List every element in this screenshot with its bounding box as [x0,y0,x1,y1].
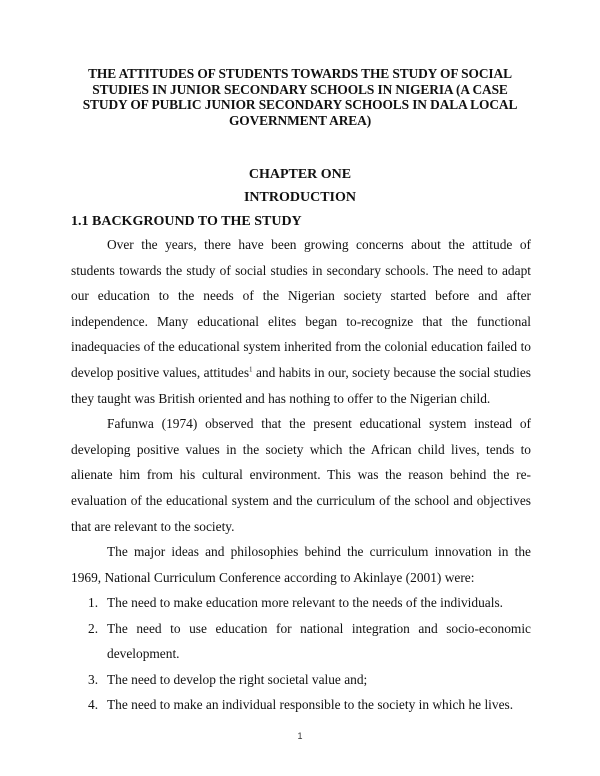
numbered-list [71,590,531,718]
list-item-text: The need to make education more relevant to the needs of the individuals. [107,595,504,610]
page-number: 1 [297,731,303,741]
paragraph-text: Over the years, there have been growing concerns about the attitude of students towards the study of social studies in secondary schools. The need to adapt our education to the needs of the Nigerian society started before and after independence. Many educational elites began to-recognize that the functional inadequacies of the educational system inherited from the colonial education failed to develop positive values, attitudes [71,237,531,380]
section-heading: 1.1 BACKGROUND TO THE STUDY [71,214,302,229]
list-number: 4. [88,697,99,713]
list-item [71,692,531,718]
chapter-title: INTRODUCTION [243,190,356,205]
paragraph: The major ideas and philosophies behind the curriculum innovation in the 1969, National Curriculum Conference according to Akinlaye (2001) were: [71,544,531,585]
list-item-text: The need to make an individual responsible to the society in which he lives. [107,697,514,713]
list-item-text: The need to use education for national integration and socio-economic development. [107,620,531,662]
title-line: THE ATTITUDES OF STUDENTS TOWARDS THE STUDY OF SOCIAL [88,66,512,81]
list-number: 1. [88,595,99,610]
list-item [71,667,531,693]
chapter-number: CHAPTER ONE [248,167,352,182]
list-number: 3. [88,671,99,687]
title-line: STUDIES IN JUNIOR SECONDARY SCHOOLS IN NIGERIA (A CASE [92,81,508,97]
footnote-marker: 1 [249,365,253,374]
title-line: GOVERNMENT AREA) [228,112,372,128]
paragraph-text: and habits in our, society because the social studies they taught was British oriented and has nothing to offer to the Nigerian child. [71,364,531,406]
document-title [60,66,540,128]
paragraph: Fafunwa (1974) observed that the present educational system instead of developing positive values in the society which the African child lives, tends to alienate him from his cultural environment. This was the reason behind the re-evaluation of the educational system and the curriculum of the school and objectives that are relevant to the society. [71,416,531,534]
list-item [71,590,531,616]
paragraph [71,232,531,411]
list-item [71,616,531,667]
list-item-text: The need to develop the right societal value and; [107,671,368,687]
title-line: STUDY OF PUBLIC JUNIOR SECONDARY SCHOOLS IN DALA LOCAL [82,97,518,112]
list-number: 2. [88,620,99,636]
body-text [71,232,531,590]
